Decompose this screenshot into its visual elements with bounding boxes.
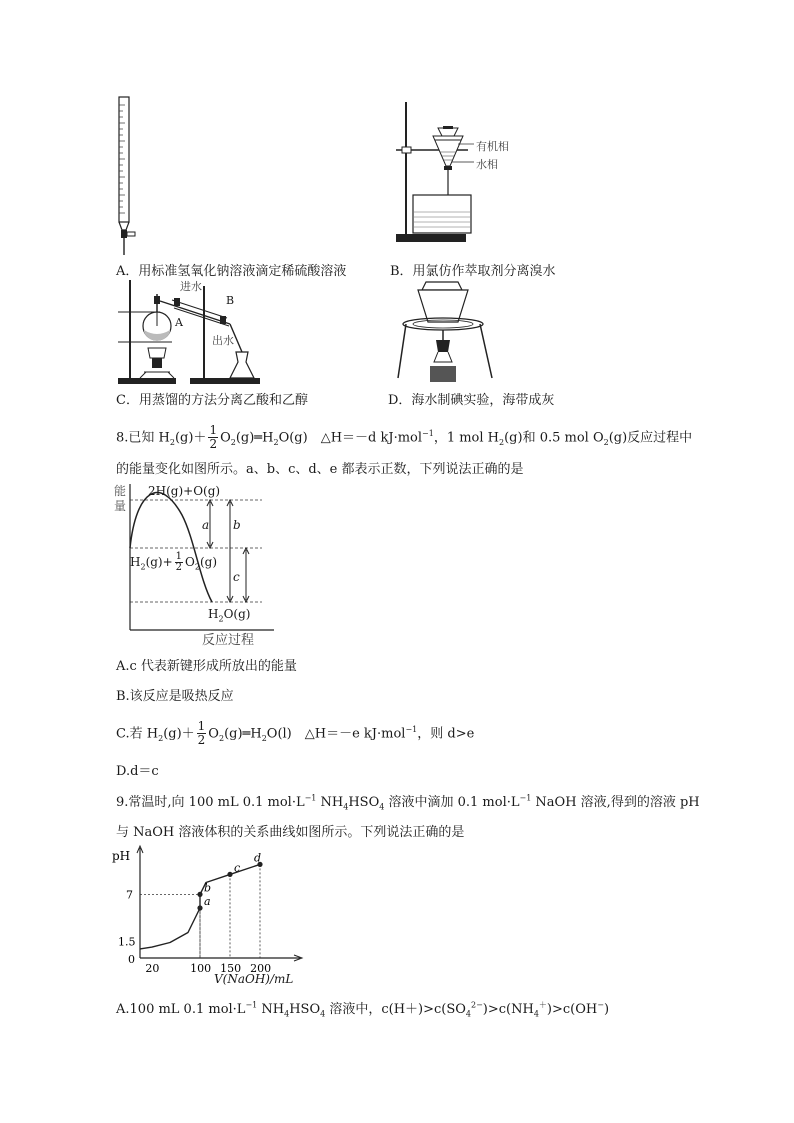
mid-label-text: (g)+ xyxy=(145,555,173,569)
q9-sub: 4 xyxy=(379,802,385,812)
q9a-text: HSO xyxy=(289,1002,321,1017)
q8-sub: 2 xyxy=(230,437,236,447)
q9a-text: NH xyxy=(257,1002,285,1017)
q8-text: O(g) △H＝－d kJ·mol xyxy=(278,430,423,446)
burette-figure xyxy=(110,95,140,260)
y-tick-7: 7 xyxy=(126,888,133,902)
q8c-sub: 2 xyxy=(261,733,267,743)
q8-option-a: A.c 代表新键形成所放出的能量 xyxy=(116,659,297,674)
q8-sub: 2 xyxy=(169,437,175,447)
q8-text: 8.已知 H xyxy=(116,430,170,446)
bottom-label-text: O(g) xyxy=(223,607,251,621)
water-out-label: 出水 xyxy=(212,334,234,347)
q9-text: 溶液中滴加 0.1 mol·L xyxy=(384,795,520,810)
q8-stem-line2: 的能量变化如图所示。a、b、c、d、e 都表示正数，下列说法正确的是 xyxy=(116,462,524,477)
mid-label-sub: 2 xyxy=(140,562,146,572)
q9-sub: 4 xyxy=(343,802,349,812)
arrow-c-label: c xyxy=(233,570,240,584)
option-d-caption: D．海水制碘实验，海带成灰 xyxy=(388,393,555,408)
bottom-label-text: H xyxy=(208,607,219,621)
q9a-text: 溶液中，c(H＋)>c(SO xyxy=(325,1002,466,1017)
q8-stem-line1 xyxy=(116,416,692,452)
mid-label-fraction xyxy=(175,552,183,573)
frac-den: 2 xyxy=(197,733,206,748)
bottom-label-sub: 2 xyxy=(218,614,224,624)
label-a: A xyxy=(175,316,183,329)
x-axis-label: V(NaOH)/mL xyxy=(214,972,294,986)
q8-text: (g)反应过程中 xyxy=(608,430,693,446)
q9a-sub: 4 xyxy=(465,1009,471,1019)
frac-num: 1 xyxy=(197,719,206,734)
q8c-text: ，则 d>e xyxy=(417,726,475,742)
origin-label: 0 xyxy=(128,953,135,966)
option-a-caption: A．用标准氢氧化钠溶液滴定稀硫酸溶液 xyxy=(116,264,347,279)
frac-num: 1 xyxy=(209,423,218,438)
point-b-label: b xyxy=(204,881,212,895)
frac-den: 2 xyxy=(175,562,183,573)
separatory-funnel-figure xyxy=(388,100,518,245)
q9-stem-line1 xyxy=(116,791,700,812)
q8-fraction xyxy=(208,424,218,451)
energy-mid-label xyxy=(130,552,217,573)
q8c-fraction xyxy=(197,720,207,747)
q9-option-a xyxy=(116,998,609,1019)
q8c-text: (g)═H xyxy=(224,726,262,742)
q8c-text: (g)＋ xyxy=(163,726,195,742)
mid-label-sub: 2 xyxy=(194,562,200,572)
q9a-text: )>c(OH xyxy=(546,1002,598,1017)
energy-top-label: 2H(g)+O(g) xyxy=(148,484,221,498)
q9-text: HSO xyxy=(348,795,380,810)
water-in-label: 进水 xyxy=(180,280,202,293)
q9a-text: A.100 mL 0.1 mol·L xyxy=(116,1002,246,1017)
q8-text: ，1 mol H xyxy=(433,430,500,446)
point-d-label: d xyxy=(254,851,262,865)
energy-x-axis-label: 反应过程 xyxy=(202,633,255,648)
point-b xyxy=(197,892,202,897)
organic-phase-label: 有机相 xyxy=(476,140,509,153)
label-b: B xyxy=(226,294,235,307)
q9-sup: −1 xyxy=(304,793,317,803)
frac-den: 2 xyxy=(209,437,218,452)
y-tick-1.5: 1.5 xyxy=(118,935,136,949)
q8c-text: O xyxy=(208,726,219,742)
q8-text: O xyxy=(220,430,231,446)
q8c-sup: −1 xyxy=(405,725,418,734)
crucible-figure xyxy=(396,278,496,386)
point-c xyxy=(227,872,232,877)
x-tick-20: 20 xyxy=(145,962,160,975)
arrow-a-label: a xyxy=(202,518,210,532)
q9-text: NH xyxy=(316,795,344,810)
x-tick-150: 150 xyxy=(220,962,242,975)
q9a-text: )>c(NH xyxy=(482,1002,534,1017)
y-axis-label: pH xyxy=(112,849,131,863)
water-phase-label: 水相 xyxy=(476,158,498,171)
energy-bottom-label xyxy=(208,607,250,623)
option-c-caption: C．用蒸馏的方法分离乙酸和乙醇 xyxy=(116,393,308,408)
q8-sub: 2 xyxy=(499,437,505,447)
q8c-text: O(l) △H＝－e kJ·mol xyxy=(266,726,406,742)
q8-text: (g)和 0.5 mol O xyxy=(504,430,604,446)
q8c-sub: 2 xyxy=(218,733,225,743)
x-tick-100: 100 xyxy=(190,962,212,975)
energy-y-axis-label: 能量 xyxy=(114,484,127,513)
q8-text: (g)＋ xyxy=(174,430,207,446)
option-b-caption: B．用氯仿作萃取剂分离溴水 xyxy=(390,264,556,279)
q8-sup: −1 xyxy=(422,429,434,438)
q8-option-b: B.该反应是吸热反应 xyxy=(116,689,234,704)
q8-sub: 2 xyxy=(273,437,279,447)
q9a-text: ) xyxy=(603,1002,610,1017)
q9-sup: −1 xyxy=(519,793,532,803)
q8-option-c xyxy=(116,712,474,748)
frac-num: 1 xyxy=(175,551,183,562)
mid-label-text: O xyxy=(185,555,195,569)
q8c-text: C.若 H xyxy=(116,726,159,742)
q9-text: 9.常温时,向 100 mL 0.1 mol·L xyxy=(116,795,305,810)
mid-label-text: (g) xyxy=(199,555,218,569)
q8c-sub: 2 xyxy=(158,733,164,743)
q9a-sup: −1 xyxy=(245,1000,258,1010)
q9a-sub: 4 xyxy=(533,1009,539,1019)
point-c-label: c xyxy=(234,861,241,875)
x-tick-200: 200 xyxy=(250,962,272,975)
q9a-sub: 4 xyxy=(284,1009,290,1019)
mid-label-text: H xyxy=(130,555,141,569)
q9-stem-line2: 与 NaOH 溶液体积的关系曲线如图所示。下列说法正确的是 xyxy=(116,825,465,840)
q8-text: (g)═H xyxy=(235,430,274,446)
point-a-label: a xyxy=(204,895,211,908)
ph-titration-chart xyxy=(110,842,320,992)
q9a-sup: − xyxy=(597,1000,604,1010)
q9a-sub: 4 xyxy=(320,1009,326,1019)
q8-option-d: D.d＝c xyxy=(116,764,159,779)
arrow-b-label: b xyxy=(233,518,241,532)
q8-sub: 2 xyxy=(603,437,609,447)
q9a-sup: 2− xyxy=(471,1000,483,1010)
q9a-sup: ＋ xyxy=(538,1000,547,1010)
q9-text: NaOH 溶液,得到的溶液 pH xyxy=(531,795,700,810)
